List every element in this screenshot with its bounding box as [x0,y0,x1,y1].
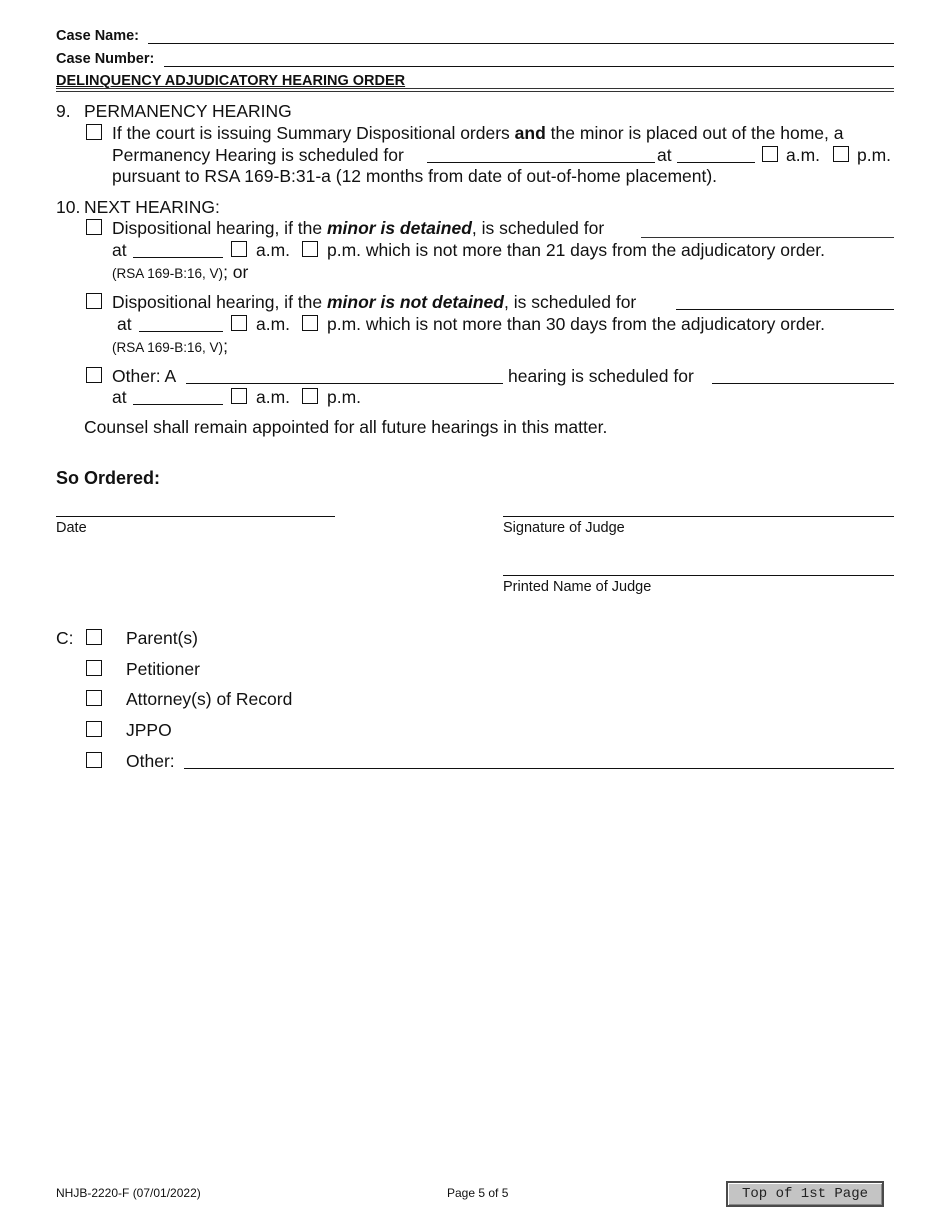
top-of-first-page-button[interactable]: Top of 1st Page [726,1181,884,1207]
detained-time-field[interactable] [133,257,223,258]
detained-am-checkbox[interactable] [231,241,247,257]
detained-date-field[interactable] [641,237,894,238]
other-hearing-time-field[interactable] [133,404,223,405]
other-hearing-label: Other: A [112,366,177,386]
not-detained-am-checkbox[interactable] [231,315,247,331]
date-signature-line[interactable] [56,516,335,517]
other-hearing-am-checkbox[interactable] [231,388,247,404]
permanency-text-line2: Permanency Hearing is scheduled for [112,145,404,165]
detained-pm-text: p.m. which is not more than 21 days from the adjudicatory order. [327,240,826,260]
permanency-at-label: at [657,145,672,165]
not-detained-pm-checkbox[interactable] [302,315,318,331]
detained-citation: (RSA 169-B:16, V); or [112,262,249,282]
copy-petitioner-checkbox[interactable] [86,660,102,676]
permanency-am-checkbox[interactable] [762,146,778,162]
other-hearing-am-label: a.m. [256,387,291,407]
copy-parents-checkbox[interactable] [86,629,102,645]
not-detained-at-label: at [117,314,132,334]
case-name-label: Case Name: [56,28,140,44]
not-detained-citation: (RSA 169-B:16, V); [112,336,228,356]
other-hearing-type-field[interactable] [186,383,503,384]
not-detained-pm-text: p.m. which is not more than 30 days from the adjudicatory order. [327,314,826,334]
detained-am-label: a.m. [256,240,291,260]
judge-printed-name-line[interactable] [503,575,894,576]
not-detained-time-field[interactable] [139,331,223,332]
other-hearing-scheduled-text: hearing is scheduled for [508,366,694,386]
section-10-number: 10. [56,197,81,217]
date-label: Date [56,520,87,536]
permanency-pm-checkbox[interactable] [833,146,849,162]
counsel-statement: Counsel shall remain appointed for all future hearings in this matter. [84,417,608,437]
form-id: NHJB-2220-F (07/01/2022) [56,1186,201,1200]
not-detained-checkbox[interactable] [86,293,102,309]
other-hearing-date-field[interactable] [712,383,894,384]
copy-other-label: Other: [126,751,175,771]
judge-signature-label: Signature of Judge [503,520,625,536]
copy-attorneys-label: Attorney(s) of Record [126,689,293,709]
detained-pm-checkbox[interactable] [302,241,318,257]
not-detained-text-line1: Dispositional hearing, if the minor is not detained, is scheduled for [112,292,637,312]
permanency-date-field[interactable] [427,162,655,163]
page-number: Page 5 of 5 [447,1186,509,1200]
judge-printed-name-label: Printed Name of Judge [503,579,652,595]
copy-other-field[interactable] [184,768,894,769]
section-9-heading: PERMANENCY HEARING [84,101,292,121]
copy-other-checkbox[interactable] [86,752,102,768]
section-10-heading: NEXT HEARING: [84,197,220,217]
other-hearing-pm-checkbox[interactable] [302,388,318,404]
detained-checkbox[interactable] [86,219,102,235]
permanency-text-line1: If the court is issuing Summary Dispositional orders and the minor is placed out of the home, a [112,123,844,143]
permanency-text-line3: pursuant to RSA 169-B:31-a (12 months from date of out-of-home placement). [112,166,718,186]
detained-at-label: at [112,240,127,260]
permanency-checkbox[interactable] [86,124,102,140]
copy-petitioner-label: Petitioner [126,659,200,679]
copy-parents-label: Parent(s) [126,628,198,648]
copy-attorneys-checkbox[interactable] [86,690,102,706]
case-number-field[interactable] [164,66,894,67]
title-divider-2 [56,91,894,92]
case-name-field[interactable] [148,43,894,44]
not-detained-date-field[interactable] [676,309,894,310]
copy-jppo-label: JPPO [126,720,172,740]
permanency-pm-label: p.m. [857,145,892,165]
permanency-time-field[interactable] [677,162,755,163]
copy-jppo-checkbox[interactable] [86,721,102,737]
other-hearing-checkbox[interactable] [86,367,102,383]
case-number-label: Case Number: [56,51,155,67]
copies-label: C: [56,628,74,648]
permanency-am-label: a.m. [786,145,821,165]
so-ordered-heading: So Ordered: [56,468,161,488]
form-title: DELINQUENCY ADJUDICATORY HEARING ORDER [56,73,406,89]
section-9-number: 9. [56,101,71,121]
title-divider [56,88,894,89]
detained-text-line1: Dispositional hearing, if the minor is detained, is scheduled for [112,218,605,238]
judge-signature-line[interactable] [503,516,894,517]
other-hearing-pm-label: p.m. [327,387,362,407]
not-detained-am-label: a.m. [256,314,291,334]
other-hearing-at-label: at [112,387,127,407]
